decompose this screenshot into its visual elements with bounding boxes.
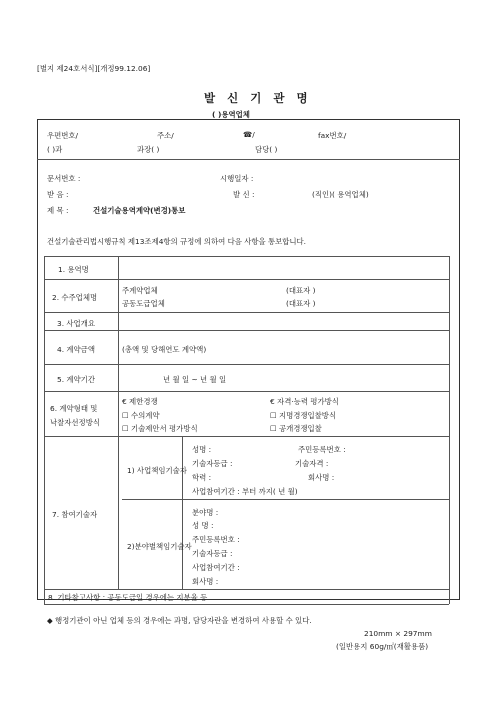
intro-text: 건설기술관리법시행규칙 제13조제4항의 규정에 의하여 다음 사항을 통보합니다.: [47, 237, 307, 246]
sender-value: (직인)( 용역업체): [312, 190, 369, 199]
sender-label: 발 신 :: [233, 190, 255, 199]
divider: [44, 330, 449, 331]
contract-amount-value: (총액 및 당해연도 계약액): [122, 345, 207, 354]
row-other-notes: 8. 기타참고사항 : 공동도급일 경우에는 지분율 등: [48, 593, 208, 602]
lead-company: 회사명 :: [308, 473, 335, 482]
divider: [44, 604, 449, 605]
divider: [44, 436, 449, 437]
recipient-label: 받 음 :: [47, 190, 69, 199]
form-reference: [별지 제24호서식][개정99.12.06]: [37, 64, 151, 73]
lead-grade: 기술자등급 :: [192, 459, 233, 468]
page-subtitle: ( )용역업체: [212, 110, 250, 119]
page-title: 발 신 기 관 명: [204, 91, 312, 105]
row-contract-amount: 4. 계약금액: [57, 345, 95, 354]
main-contractor-label: 주계약업체: [122, 286, 158, 295]
paper-size: 210mm × 297mm: [364, 629, 432, 638]
divider: [37, 159, 460, 160]
divider: [44, 391, 449, 392]
row-participating-engineers: 7. 참여기술자: [52, 510, 98, 519]
subject-label: 제 목 :: [47, 206, 69, 215]
option-restricted-competition: € 제한경쟁: [122, 397, 158, 406]
field-engineer-id: 주민등록번호 :: [192, 535, 240, 544]
divider: [44, 279, 449, 280]
contract-period-value: 년 월 일 ~ 년 월 일: [163, 375, 227, 384]
project-lead-engineer: 1) 사업책임기술자: [127, 466, 187, 475]
option-negotiated-contract: ☐ 수의계약: [122, 411, 160, 420]
field-engineer-period: 사업참여기간 :: [192, 563, 240, 572]
row-project-overview: 3. 사업개요: [57, 319, 95, 328]
lead-id-number: 주민등록번호 :: [298, 445, 346, 454]
divider: [449, 256, 450, 604]
field-engineer-company: 회사명 :: [192, 577, 219, 586]
enforce-date-label: 시행일자 :: [220, 174, 254, 183]
row-contract-type-line1: 6. 계약형태 및: [50, 404, 98, 413]
option-qualification-evaluation: € 자격·능력 평가방식: [270, 397, 339, 406]
field-name: 분야명 :: [192, 508, 219, 517]
row-service-name: 1. 용역명: [58, 265, 89, 274]
divider: [44, 589, 449, 590]
phone-label: ☎/: [243, 130, 255, 139]
joint-contractor-label: 공동도급업체: [122, 299, 165, 308]
divider: [118, 256, 119, 589]
divider: [44, 364, 449, 365]
field-engineer-name: 성 명 :: [192, 521, 214, 530]
field-engineer-grade: 기술자등급 :: [192, 549, 233, 558]
field-lead-engineer: 2)분야별책임기술자: [127, 542, 192, 551]
footer-note: ◆ 행정기관이 아닌 업체 등의 경우에는 과명, 담당자란을 변경하여 사용할 수 있다.: [47, 616, 312, 625]
option-open-bidding: ☐ 공개경쟁입찰: [270, 424, 322, 433]
address-label: 주소/: [157, 131, 174, 140]
divider: [44, 312, 449, 313]
row-contractor: 2. 수주업체명: [52, 293, 98, 302]
fax-label: fax번호/: [318, 131, 347, 140]
subject-text: 건설기술용역계약(변경)통보: [93, 206, 186, 215]
main-representative: (대표자 ): [286, 286, 316, 295]
joint-representative: (대표자 ): [286, 299, 316, 308]
row-contract-type-line2: 낙찰자선정방식: [50, 418, 100, 427]
lead-participation-period: 사업참여기간 : 부터 까지( 년 월): [192, 487, 298, 496]
option-proposal-evaluation: ☐ 기술제안서 평가방식: [122, 424, 198, 433]
lead-name: 성명 :: [192, 445, 212, 454]
doc-number-label: 문서번호 :: [47, 174, 81, 183]
manager-label: 담당( ): [255, 145, 278, 154]
postal-label: 우편번호/: [47, 131, 79, 140]
option-designated-bidding: ☐ 지명경쟁입찰방식: [270, 411, 337, 420]
lead-qualification: 기술자격 :: [295, 459, 329, 468]
divider: [44, 256, 449, 257]
divider: [122, 499, 449, 500]
section-chief-label: 과장( ): [137, 145, 160, 154]
paper-type: (일반용지 60g/㎡(재활용품): [336, 642, 429, 651]
department-label: ( )과: [47, 145, 63, 154]
lead-education: 학력 :: [192, 473, 212, 482]
row-contract-period: 5. 계약기간: [57, 375, 95, 384]
divider: [182, 436, 183, 589]
divider: [44, 256, 45, 604]
